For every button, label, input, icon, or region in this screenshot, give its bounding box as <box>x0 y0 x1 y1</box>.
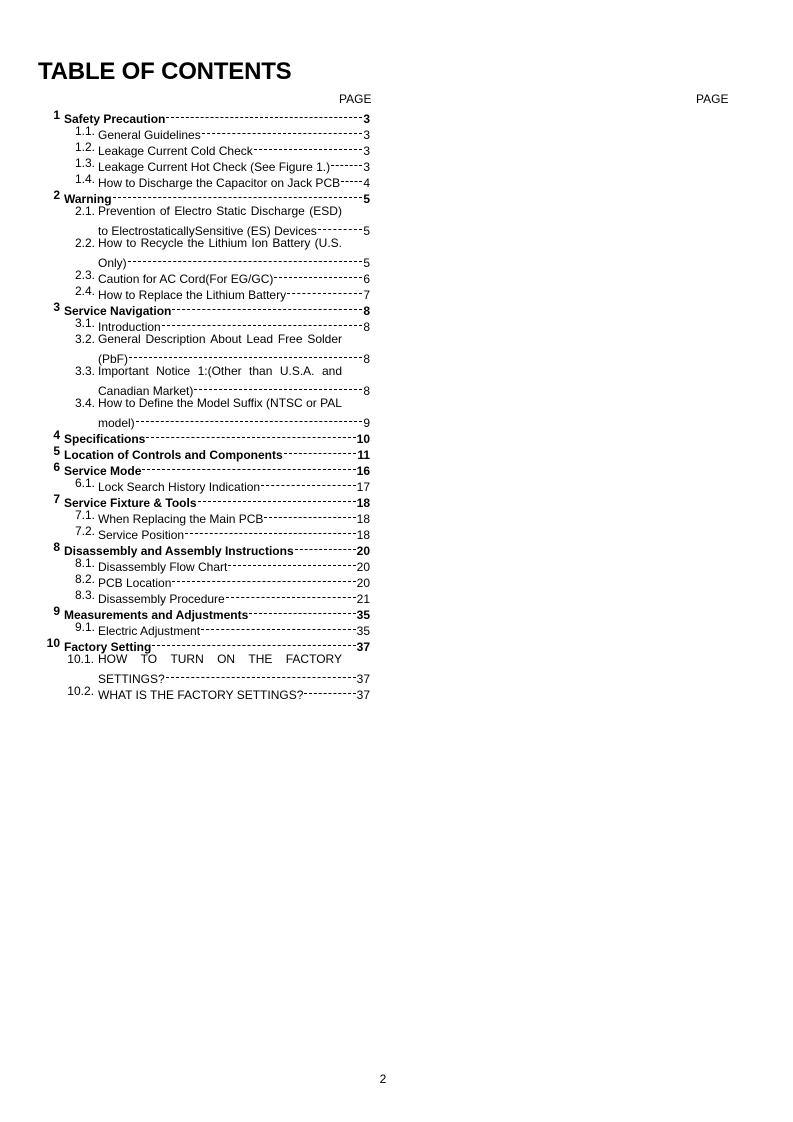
dot-leader <box>128 251 363 267</box>
toc-entry-page-number: 7 <box>363 288 370 302</box>
toc-subsection-row[interactable] <box>0 139 793 158</box>
toc-entry-label: PCB Location <box>98 576 172 590</box>
toc-entry-label-line1: Important Notice 1:(Other than U.S.A. and <box>98 364 342 378</box>
toc-entry[interactable] <box>64 107 370 126</box>
toc-entry-label: Leakage Current Cold Check <box>98 144 253 158</box>
toc-entry-label: General Guidelines <box>98 128 201 142</box>
toc-entry-continuation-row[interactable] <box>0 219 793 238</box>
toc-subsection-row[interactable] <box>0 587 793 606</box>
toc-subsection-row[interactable] <box>0 363 793 379</box>
toc-entry-number: 7.2. <box>74 524 95 538</box>
toc-entry-number: 8.2. <box>74 572 95 586</box>
toc-entry-label: (PbF) <box>98 352 128 366</box>
toc-entry-label: Disassembly and Assembly Instructions <box>64 544 294 558</box>
dot-leader <box>129 347 362 363</box>
toc-entry[interactable] <box>98 267 370 286</box>
toc-entry-label: Canadian Market) <box>98 384 194 398</box>
toc-entry-label-line1: HOW TO TURN ON THE FACTORY <box>98 652 342 666</box>
dot-leader <box>172 571 355 587</box>
toc-entry[interactable] <box>98 411 370 430</box>
toc-subsection-row[interactable] <box>0 507 793 526</box>
toc-section-row[interactable] <box>0 539 793 558</box>
toc-entry-number: 7.1. <box>74 508 95 522</box>
toc-subsection-row[interactable] <box>0 171 793 190</box>
toc-entry-label-line1: Prevention of Electro Static Discharge (ESD) <box>98 204 342 218</box>
toc-entry-label-line1: How to Define the Model Suffix (NTSC or PAL <box>98 396 342 410</box>
toc-entry[interactable] <box>64 603 370 622</box>
toc-entry-number: 8.3. <box>74 588 95 602</box>
toc-entry-number: 10.2. <box>67 684 94 698</box>
toc-entry-label: Service Fixture & Tools <box>64 496 197 510</box>
toc-entry-number: 6 <box>53 460 60 474</box>
toc-entry-page-number: 3 <box>363 144 370 158</box>
page-column-heading-right: PAGE <box>696 92 729 106</box>
page-title: TABLE OF CONTENTS <box>38 58 292 85</box>
toc-subsection-row[interactable] <box>0 555 793 574</box>
toc-entry-label: Only) <box>98 256 127 270</box>
toc-entry-label: SETTINGS? <box>98 672 165 686</box>
toc-entry[interactable] <box>98 123 370 142</box>
toc-entry-number: 2.1. <box>74 204 95 218</box>
toc-entry-page-number: 37 <box>356 688 370 702</box>
toc-entry-number: 2 <box>53 188 60 202</box>
toc-entry-page-number: 3 <box>363 128 370 142</box>
dot-leader <box>249 603 355 619</box>
toc-entry-page-number: 5 <box>363 224 370 238</box>
dot-leader <box>228 555 355 571</box>
toc-entry-page-number: 37 <box>356 640 370 654</box>
toc-entry-continuation-row[interactable] <box>0 379 793 398</box>
toc-entry-page-number: 3 <box>363 160 370 174</box>
toc-subsection-row[interactable] <box>0 155 793 174</box>
toc-entry-label: Measurements and Adjustments <box>64 608 249 622</box>
toc-entry-number: 1.1. <box>74 124 95 138</box>
dot-leader <box>146 427 355 443</box>
toc-entry-page-number: 8 <box>363 352 370 366</box>
dot-leader <box>264 507 355 523</box>
toc-entry-number: 2.3. <box>74 268 95 282</box>
toc-subsection-row[interactable] <box>0 235 793 251</box>
toc-entry-page-number: 3 <box>363 112 370 126</box>
toc-entry-label: How to Discharge the Capacitor on Jack PCB <box>98 176 341 190</box>
toc-entry-number: 1.4. <box>74 172 95 186</box>
toc-entry-number: 9 <box>53 604 60 618</box>
toc-entry[interactable] <box>98 475 370 494</box>
toc-entry-page-number: 5 <box>363 256 370 270</box>
toc-entry-number: 6.1. <box>74 476 95 490</box>
toc-section-row[interactable] <box>0 459 793 478</box>
toc-entry[interactable] <box>98 219 370 238</box>
toc-entry-number: 9.1. <box>74 620 95 634</box>
dot-leader <box>341 171 362 187</box>
dot-leader <box>304 683 355 699</box>
dot-leader <box>136 411 363 427</box>
toc-entry-label: Location of Controls and Components <box>64 448 283 462</box>
toc-entry-label: Introduction <box>98 320 161 334</box>
toc-entry[interactable] <box>98 667 370 686</box>
toc-entry-page-number: 5 <box>363 192 370 206</box>
toc-subsection-row[interactable] <box>0 571 793 590</box>
toc-entry-label-line1: General Description About Lead Free Solder <box>98 332 342 346</box>
dot-leader <box>194 379 362 395</box>
toc-entry-page-number: 10 <box>356 432 370 446</box>
toc-entry-page-number: 18 <box>356 496 370 510</box>
toc-entry[interactable] <box>98 587 370 606</box>
toc-entry-number: 2.2. <box>74 236 95 250</box>
toc-entry[interactable] <box>64 427 370 446</box>
toc-entry-number: 8 <box>53 540 60 554</box>
toc-subsection-row[interactable] <box>0 651 793 667</box>
toc-entry[interactable] <box>64 491 370 510</box>
toc-section-row[interactable] <box>0 107 793 126</box>
dot-leader <box>198 491 356 507</box>
toc-subsection-row[interactable] <box>0 395 793 411</box>
toc-entry-label: Specifications <box>64 432 146 446</box>
toc-entry-page-number: 8 <box>363 320 370 334</box>
toc-entry-number: 10.1. <box>67 652 94 666</box>
toc-entry-number: 2.4. <box>74 284 95 298</box>
toc-entry[interactable] <box>64 299 370 318</box>
dot-leader <box>274 267 362 283</box>
toc-entry-number: 3.2. <box>74 332 95 346</box>
toc-subsection-row[interactable] <box>0 619 793 638</box>
toc-section-row[interactable] <box>0 427 793 446</box>
toc-entry-number: 3.4. <box>74 396 95 410</box>
toc-entry-number: 7 <box>53 492 60 506</box>
toc-section-row[interactable] <box>0 603 793 622</box>
toc-entry-page-number: 18 <box>356 528 370 542</box>
toc-entry[interactable] <box>64 443 370 462</box>
toc-section-row[interactable] <box>0 491 793 510</box>
toc-entry-number: 5 <box>53 444 60 458</box>
toc-entry-page-number: 8 <box>363 384 370 398</box>
toc-subsection-row[interactable] <box>0 283 793 302</box>
toc-entry-label: Disassembly Procedure <box>98 592 225 606</box>
dot-leader <box>331 155 362 171</box>
dot-leader <box>162 315 363 331</box>
toc-entry-label: model) <box>98 416 135 430</box>
dot-leader <box>287 283 362 299</box>
toc-subsection-row[interactable] <box>0 523 793 542</box>
toc-entry[interactable] <box>98 683 370 702</box>
toc-entry-page-number: 11 <box>357 448 370 462</box>
dot-leader <box>113 187 363 203</box>
dot-leader <box>142 459 355 475</box>
dot-leader <box>185 523 356 539</box>
toc-entry-page-number: 18 <box>356 512 370 526</box>
toc-entry-page-number: 20 <box>356 560 370 574</box>
toc-entry-page-number: 20 <box>356 576 370 590</box>
toc-subsection-row[interactable] <box>0 123 793 142</box>
toc-entry[interactable] <box>64 635 370 654</box>
toc-entry-label: When Replacing the Main PCB <box>98 512 264 526</box>
toc-entry-label: Disassembly Flow Chart <box>98 560 228 574</box>
toc-entry-label: Lock Search History Indication <box>98 480 261 494</box>
toc-subsection-row[interactable] <box>0 315 793 334</box>
toc-entry[interactable] <box>98 155 370 174</box>
toc-entry-label: Warning <box>64 192 112 206</box>
toc-entry-label: Electric Adjustment <box>98 624 201 638</box>
toc-entry[interactable] <box>64 539 370 558</box>
dot-leader <box>295 539 356 555</box>
toc-entry-label: to ElectrostaticallySensitive (ES) Devices <box>98 224 317 238</box>
toc-entry-continuation-row[interactable] <box>0 251 793 270</box>
dot-leader <box>254 139 363 155</box>
toc-entry[interactable] <box>98 251 370 270</box>
toc-section-row[interactable] <box>0 635 793 654</box>
toc-entry-label: How to Replace the Lithium Battery <box>98 288 287 302</box>
toc-entry-continuation-row[interactable] <box>0 347 793 366</box>
toc-entry-page-number: 4 <box>363 176 370 190</box>
toc-entry-label: Service Mode <box>64 464 142 478</box>
page-column-heading-left: PAGE <box>339 92 372 106</box>
toc-entry-page-number: 9 <box>363 416 370 430</box>
toc-entry[interactable] <box>98 571 370 590</box>
dot-leader <box>284 443 357 459</box>
toc-entry[interactable] <box>98 619 370 638</box>
toc-entry-continuation-row[interactable] <box>0 667 793 686</box>
toc-entry-label: Caution for AC Cord(For EG/GC) <box>98 272 274 286</box>
dot-leader <box>166 667 356 683</box>
dot-leader <box>226 587 356 603</box>
toc-entry-page-number: 16 <box>356 464 370 478</box>
toc-entry-number: 1.3. <box>74 156 95 170</box>
toc-subsection-row[interactable] <box>0 267 793 286</box>
toc-entry-page-number: 17 <box>356 480 370 494</box>
toc-entry-label: Factory Setting <box>64 640 152 654</box>
toc-entry-page-number: 37 <box>356 672 370 686</box>
toc-entry[interactable] <box>98 315 370 334</box>
toc-entry-number: 1 <box>53 108 60 122</box>
toc-entry-label: Safety Precaution <box>64 112 166 126</box>
toc-entry-page-number: 21 <box>356 592 370 606</box>
toc-entry-number: 1.2. <box>74 140 95 154</box>
toc-section-row[interactable] <box>0 443 793 462</box>
toc-entry[interactable] <box>98 507 370 526</box>
toc-entry-label: Leakage Current Hot Check (See Figure 1.) <box>98 160 331 174</box>
toc-entry-page-number: 35 <box>356 608 370 622</box>
toc-subsection-row[interactable] <box>0 331 793 347</box>
dot-leader <box>261 475 356 491</box>
toc-subsection-row[interactable] <box>0 475 793 494</box>
toc-entry-label: Service Position <box>98 528 185 542</box>
toc-entry[interactable] <box>98 171 370 190</box>
toc-entry-number: 3.1. <box>74 316 95 330</box>
toc-entry[interactable] <box>64 459 370 478</box>
toc-entry-label: Service Navigation <box>64 304 172 318</box>
toc-entry-label: WHAT IS THE FACTORY SETTINGS? <box>98 688 304 702</box>
toc-entry-page-number: 20 <box>356 544 370 558</box>
page-number: 2 <box>379 1072 387 1086</box>
dot-leader <box>172 299 362 315</box>
dot-leader <box>152 635 355 651</box>
toc-entry-continuation-row[interactable] <box>0 411 793 430</box>
toc-section-row[interactable] <box>0 187 793 206</box>
dot-leader <box>318 219 363 235</box>
toc-entry[interactable] <box>98 347 370 366</box>
toc-entry[interactable] <box>98 555 370 574</box>
toc-entry[interactable] <box>98 283 370 302</box>
toc-entry-number: 4 <box>53 428 60 442</box>
toc-entry-number: 3.3. <box>74 364 95 378</box>
toc-entry[interactable] <box>98 523 370 542</box>
toc-entry-number: 8.1. <box>74 556 95 570</box>
toc-section-row[interactable] <box>0 299 793 318</box>
toc-subsection-row[interactable] <box>0 203 793 219</box>
toc-subsection-row[interactable] <box>0 683 793 702</box>
toc-entry-page-number: 8 <box>363 304 370 318</box>
toc-entry[interactable] <box>98 139 370 158</box>
toc-entry-label-line1: How to Recycle the Lithium Ion Battery (U.S. <box>98 236 342 250</box>
dot-leader <box>201 619 356 635</box>
toc-entry-number: 10 <box>46 636 60 650</box>
dot-leader <box>202 123 363 139</box>
toc-entry-number: 3 <box>53 300 60 314</box>
toc-entry-page-number: 35 <box>356 624 370 638</box>
toc-entry[interactable] <box>64 187 370 206</box>
dot-leader <box>166 107 362 123</box>
toc-entry-page-number: 6 <box>363 272 370 286</box>
toc-entry[interactable] <box>98 379 370 398</box>
